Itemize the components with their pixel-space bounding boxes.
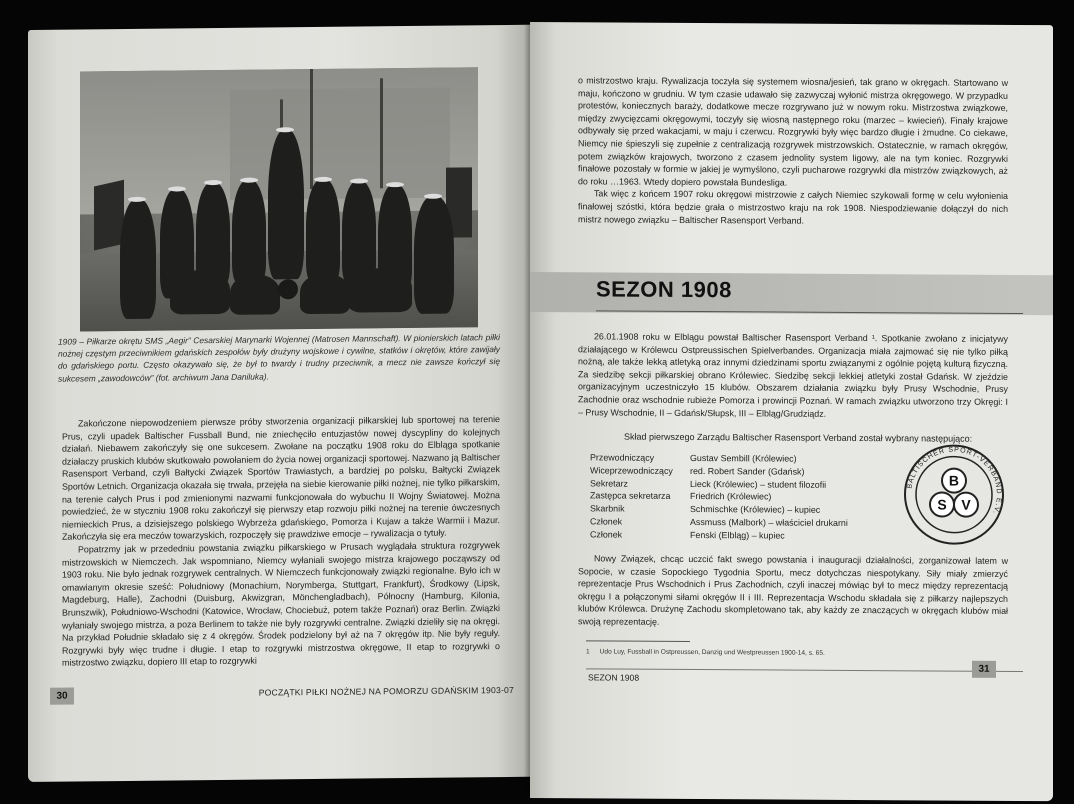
left-body-text xyxy=(62,413,500,669)
section-title: SEZON 1908 xyxy=(596,276,732,303)
page-number: 30 xyxy=(50,688,74,705)
board-members-table xyxy=(590,452,848,543)
board-role: Członek xyxy=(590,529,623,540)
paragraph: Tak więc z końcem 1907 roku okręgowi mistrzowie z całych Niemiec szykowali formę w celu wyłonienia finałowej szóstki, która będzie grała o mistrzostwo kraju na rok 1908. Niespodziewanie dołączył do nich mistrz nowego związku – Baltischer Rasensport Verband. xyxy=(578,188,1008,226)
paragraph: o mistrzostwo kraju. Rywalizacja toczyła się systemem wiosna/jesień, tak grano w okręgach. Startowano w maju, kończono w grudniu. W tym czasie udawało się zazwyczaj wyłonić mistrza okręgowego. W przypadku protestów, koniecznych baraży, dodatkowe mecze rozgrywano już w nowym roku. Mistrzostwa związkowe, między zwycięzcami okręgowymi, toczyły się wiosną następnego roku (marzec – kwiecień). Finały krajowe odbywały się przed wakacjami, w maju i czerwcu. Rozgrywki były więc bardzo długie i żmudne. Co ciekawe, Niemcy nie śpieszyli się zupełnie z centralizacją rozgrywek mistrzowskich. Ostatecznie, w ramach okręgów, potem związków krajowych, tworzono z czasem jednolity system ligowy, ale na tym koniec. Rozgrywki finałowe pozostały w formie w jakiej je wymyślono, czyli pucharowe rozgrywki dla mistrzów związkowych, aż do roku …1963. Wtedy dopiero powstała Bundesliga. xyxy=(578,75,1008,188)
left-page xyxy=(28,25,536,782)
board-role: Przewodniczący xyxy=(590,452,655,463)
footnote-divider xyxy=(586,640,690,642)
board-role: Członek xyxy=(590,516,623,527)
board-role: Skarbnik xyxy=(590,503,625,514)
board-member-name: red. Robert Sander (Gdańsk) xyxy=(690,465,805,477)
bsv-logo-icon xyxy=(902,442,1006,547)
running-footer-title: SEZON 1908 xyxy=(588,672,640,683)
board-member-row xyxy=(590,529,848,543)
footnote xyxy=(586,648,1006,658)
svg-text:B: B xyxy=(948,472,960,489)
page-number: 31 xyxy=(972,661,996,678)
footer-divider xyxy=(586,668,1023,672)
paragraph: 26.01.1908 roku w Elblągu powstał Baltischer Rasensport Verband ¹. Spotkanie zwołano z inicjatywy działającego w Królewcu Ostpreussischen Spielverbandes. Organizacja miała zajmować się nie tylko piłką nożną, ale także lekką atletyką oraz innymi dziedzinami sportu związanymi z ogólnie pojętą kulturą fizyczną. Za siedzibę sekcji piłkarskiej obrano Królewiec. Siedzibę sekcji lekkiej atletyki został Gdańsk. W zjeździe organizacyjnym uczestniczyło 15 klubów. Obszarem działania związku były Prusy Wschodnie, Prusy Zachodnie oraz wschodnie rubieże Pomorza i prowincji Poznań. W ramach związku utworzono trzy Okręgi: I – Prusy Wschodnie, II – Gdańsk/Słupsk, III – Elbląg/Grudziądz. xyxy=(578,331,1008,419)
board-role: Sekretarz xyxy=(590,477,628,489)
board-intro: Skład pierwszego Zarządu Baltischer Rasensport Verband został wybrany następująco: xyxy=(624,431,973,444)
board-member-name: Fenski (Elbląg) – kupiec xyxy=(690,529,785,541)
svg-text:S: S xyxy=(937,496,947,513)
right-page xyxy=(530,22,1053,801)
photo-caption: 1909 – Piłkarze okrętu SMS „Aegir” Cesarskiej Marynarki Wojennej (Matrosen Mannschaft). W pionierskich latach piłki nożnej częstym przeciwnikiem gdańskich zespołów były drużyny wojskowe i cywilne, statków i okrętów, które zawijały do gdańskiego portu. Często okazywało się, że był to twardy i trudny przeciwnik, a mecz nie zawsze kończył się sukcesem „zawodowców” (fot. archiwum Jana Daniluka). xyxy=(58,332,500,384)
board-member-name: Assmuss (Malbork) – właściciel drukarni xyxy=(690,516,848,528)
footnote-text: Udo Luy, Fussball in Ostpreussen, Danzig und Westpreussen 1900-14, s. 65. xyxy=(599,648,825,657)
svg-text:V: V xyxy=(961,496,971,513)
historical-team-photo xyxy=(80,67,478,331)
board-role: Wiceprzewodniczący xyxy=(590,465,673,476)
paragraph: Nowy Związek, chcąc uczcić fakt swego powstania i inauguracji działalności, zorganizował latem w Sopocie, w czasie Sopockiego Tygodnia Sportu, mecz dotychczas niespotykany. Siły miały zmierzyć reprezentacje Prus Wschodnich i Prus Zachodnich, czyli inaczej mówiąc był to mecz między reprezentacją okręgu I a połączonymi siłami okręgów II i III. Reprezentacja Wschodu składała się z piłkarzy najlepszych klubów Królewca. Drużynę Zachodu skompletowano tak, aby każdy ze znaczących w okręgach klubów miał swoją reprezentację. xyxy=(578,553,1008,627)
board-member-name: Friedrich (Królewiec) xyxy=(690,491,772,502)
closing-paragraph xyxy=(578,552,1008,630)
paragraph: Zakończone niepowodzeniem pierwsze próby stworzenia organizacji piłkarskiej lub sportowej na terenie Prus, czyli upadek Baltischer Fussball Bund, nie zniechęciło entuzjastów nowej dyscypliny do kolejnych działań. Niebawem zakończyły się one sukcesem. Zwołane na początku 1908 roku do Elbląga spotkanie działaczy pruskich klubów skutkowało powołaniem do życia nowej organizacji sportowej. Nazwano ją Baltischer Rasensport Verband, czyli Bałtycki Związek Sportów Trawiastych, a bardziej po polsku, Bałtycki Związek Sportów Letnich. Organizacja okazała się trwała, przejęła na siebie kierowanie piłki nożnej, nie tylko piłkarskim, na terenie całych Prus i pod zmienionymi nazwami funkcjonowała do wybuchu II Wojny Światowej. Można powiedzieć, że w styczniu 1908 roku zakończył się pierwszy etap rozwoju piłki nożnej na terenie ówczesnych niemieckich Prus, a dzisiejszego polskiego Wybrzeża gdańskiego, Pomorza i Kujaw a także Warmii i Mazur. Zakończyła się era meczów towarzyskich, rozpoczęły się prawdziwe emocje – rywalizacja o tytuły. xyxy=(62,414,500,542)
running-footer-title: POCZĄTKI PIŁKI NOŻNEJ NA POMORZU GDAŃSKIM 1903-07 xyxy=(258,684,514,698)
footnote-mark: 1 xyxy=(586,648,590,656)
season-paragraph xyxy=(578,330,1008,421)
board-member-name: Gustav Sembill (Królewiec) xyxy=(690,452,797,464)
board-role: Zastępca sekretarza xyxy=(590,490,671,502)
board-member-name: Schmischke (Królewiec) – kupiec xyxy=(690,504,821,515)
right-top-text xyxy=(578,74,1008,228)
paragraph: Popatrzmy jak w przededniu powstania związku piłkarskiego w Prusach wyglądała struktura rozgrywek mistrzowskich w Niemczech. Jak wspomniano, Niemcy wyłaniali swojego mistrza krajowego począwszy od 1903 roku. Nie było jednak rozgrywek centralnych. W Niemczech funkcjonowały związki regionalne. Było ich w omawianym okresie sześć: Południowy (Monachium, Norymberga, Stuttgart, Frankfurt), Środkowy (Lipsk, Magdeburg, Halle), Zachodni (Duisburg, Akwizgran, Mönchengladbach), Północny (Hamburg, Kilonia, Brunszwik), Południowo-Wschodni (Katowice, Wrocław, Chociebuż, potem także Poznań) oraz Berlin. Związki wyłaniały swojego mistrza, a poza Berlinem to także nie były rozgrywki centralne. Związki dzieliły się na okręgi. Na przykład Południe składało się z 4 okręgów. Środek podzielony był aż na 7 okręgów itp. Nie były reguły. Rozgrywki były więc trudne i długie. I etap to rozgrywki mistrzostwa okręgowe, II etap to rozgrywki o mistrzostwo związku, dopiero III etap to rozgrywki xyxy=(62,539,500,668)
board-member-name: Lieck (Królewiec) – student filozofii xyxy=(690,478,827,490)
svg-text:BALTISCHER SPORT-VERBAND E.V.: BALTISCHER SPORT-VERBAND E.V. xyxy=(906,446,1003,516)
